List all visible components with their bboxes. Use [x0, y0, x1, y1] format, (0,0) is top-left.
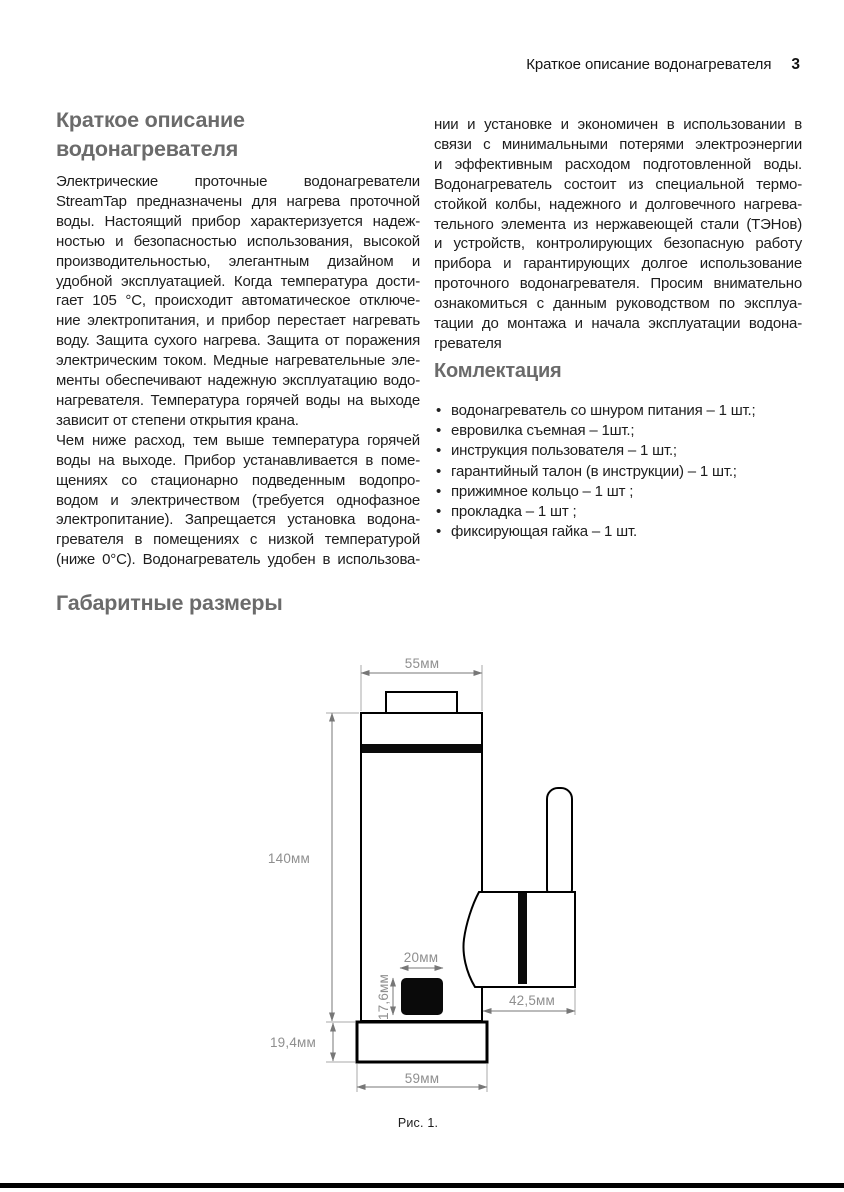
faucet-lever — [547, 788, 572, 900]
text-line: удобной эксплуатацией. Когда температура дости- — [56, 272, 420, 290]
dim-label-base-width: 59мм — [404, 1071, 440, 1086]
running-title: Краткое описание водонагревателя — [526, 56, 772, 73]
text-line: электрическим током. Медные нагревательные эле- — [56, 352, 420, 370]
intro-column-left — [56, 172, 420, 570]
text-line: (ниже 0°C). Водонагреватель удобен в использова- — [56, 551, 420, 569]
section-heading-dimensions: Габаритные размеры — [56, 591, 283, 615]
text-line: Водонагреватель состоит из специальной термо- — [434, 175, 802, 193]
text-line: ознакомиться с данным руководством по эксплуа- — [434, 295, 802, 313]
text-line: StreamTap предназначены для нагрева проточной — [56, 192, 420, 210]
dim-label-body-height: 140мм — [267, 851, 310, 866]
faucet-knob — [386, 692, 457, 713]
faucet-base — [357, 1022, 487, 1062]
text-line: воды. Настоящий прибор характеризуется надеж- — [56, 212, 420, 230]
text-line: воду. Защита сухого нагрева. Защита от поражения — [56, 332, 420, 350]
list-item: • прокладка – 1 шт ; — [436, 502, 802, 522]
text-line: и эффективным расходом подготовленной воды. — [434, 155, 802, 173]
bullet-marker: • — [436, 503, 442, 521]
bullet-marker: • — [436, 482, 442, 500]
text-line: нагревателя. Температура горячей воды на выходе — [56, 391, 420, 409]
text-line: Электрические проточные водонагреватели — [56, 173, 420, 190]
bullet-marker: • — [436, 462, 442, 480]
text-line: нии и установке и экономичен в использовании в — [434, 116, 802, 133]
text-line: гает 105 °C, происходит автоматическое отключе- — [56, 292, 420, 310]
list-item: • гарантийный талон (в инструкции) – 1 шт.; — [436, 462, 802, 482]
footer-bar — [0, 1183, 844, 1188]
figure-caption: Рис. 1. — [397, 1116, 439, 1130]
display-window — [401, 978, 443, 1015]
text-line: гревателя — [434, 334, 502, 352]
text-line: воды на выходе. Прибор устанавливается в поме- — [56, 451, 420, 469]
kit-list — [436, 401, 802, 542]
text-line: тации до монтажа и начала эксплуатации водона- — [434, 315, 802, 333]
list-item: • инструкция пользователя – 1 шт.; — [436, 441, 802, 461]
dim-label-window-height: 17,6мм — [376, 973, 391, 1021]
text-line: гревателя в помещениях с низкой температурой — [56, 531, 420, 549]
text-line: электропитание). Запрещается установка водона- — [56, 511, 420, 529]
text-line: Чем ниже расход, тем выше температура горячей — [56, 431, 420, 449]
bullet-marker: • — [436, 422, 442, 440]
section-heading-short-description — [56, 106, 420, 164]
text-line: стойкой колбы, надежного и долговечного нагрева- — [434, 195, 802, 213]
list-item: • водонагреватель со шнуром питания – 1 шт.; — [436, 401, 802, 421]
list-item: • евровилка съемная – 1шт.; — [436, 421, 802, 441]
list-item: • прижимное кольцо – 1 шт ; — [436, 482, 802, 502]
heading-line: Краткое описание — [56, 108, 245, 132]
spout-slot — [518, 893, 527, 984]
text-line: ние электропитания, и прибор перестает нагревать — [56, 312, 420, 330]
text-line: ностью и безопасностью использования, высокой — [56, 232, 420, 250]
section-heading-kit: Комлектация — [434, 360, 562, 382]
text-line: водом и электричеством (требуется однофазное — [56, 491, 420, 509]
text-line: прибора и гарантирующих долгое использование — [434, 255, 802, 273]
list-item: • фиксирующая гайка – 1 шт. — [436, 522, 802, 542]
text-line: и устройств, контролирующих безопасную работу — [434, 235, 802, 253]
bullet-marker: • — [436, 442, 442, 460]
page-number: 3 — [791, 56, 800, 73]
text-line: зависит от степени открытия крана. — [56, 411, 299, 429]
text-line: связи с минимальными потерями электроэнергии — [434, 135, 802, 153]
dimension-figure — [250, 640, 610, 1140]
dim-label-window-width: 20мм — [403, 950, 439, 965]
text-line: тельного элемента из нержавеющей стали (ТЭНов) — [434, 215, 802, 233]
bullet-marker: • — [436, 402, 442, 419]
dim-label-spout-width: 42,5мм — [508, 993, 556, 1008]
text-line: щениях со стационарно подведенным водопро- — [56, 471, 420, 489]
text-line: менты обеспечивают надежную эксплуатацию водо- — [56, 372, 420, 390]
text-line: производительностью, элегантным дизайном и — [56, 252, 420, 270]
intro-column-right — [434, 115, 802, 354]
dim-label-base-height: 19,4мм — [269, 1035, 316, 1050]
heater-band — [362, 744, 481, 753]
bullet-marker: • — [436, 523, 442, 541]
dim-label-top-width: 55мм — [404, 656, 440, 671]
heading-line: водонагревателя — [56, 137, 239, 161]
page-header — [526, 56, 800, 74]
text-line: проточного водонагревателя. Просим внимательно — [434, 275, 802, 293]
